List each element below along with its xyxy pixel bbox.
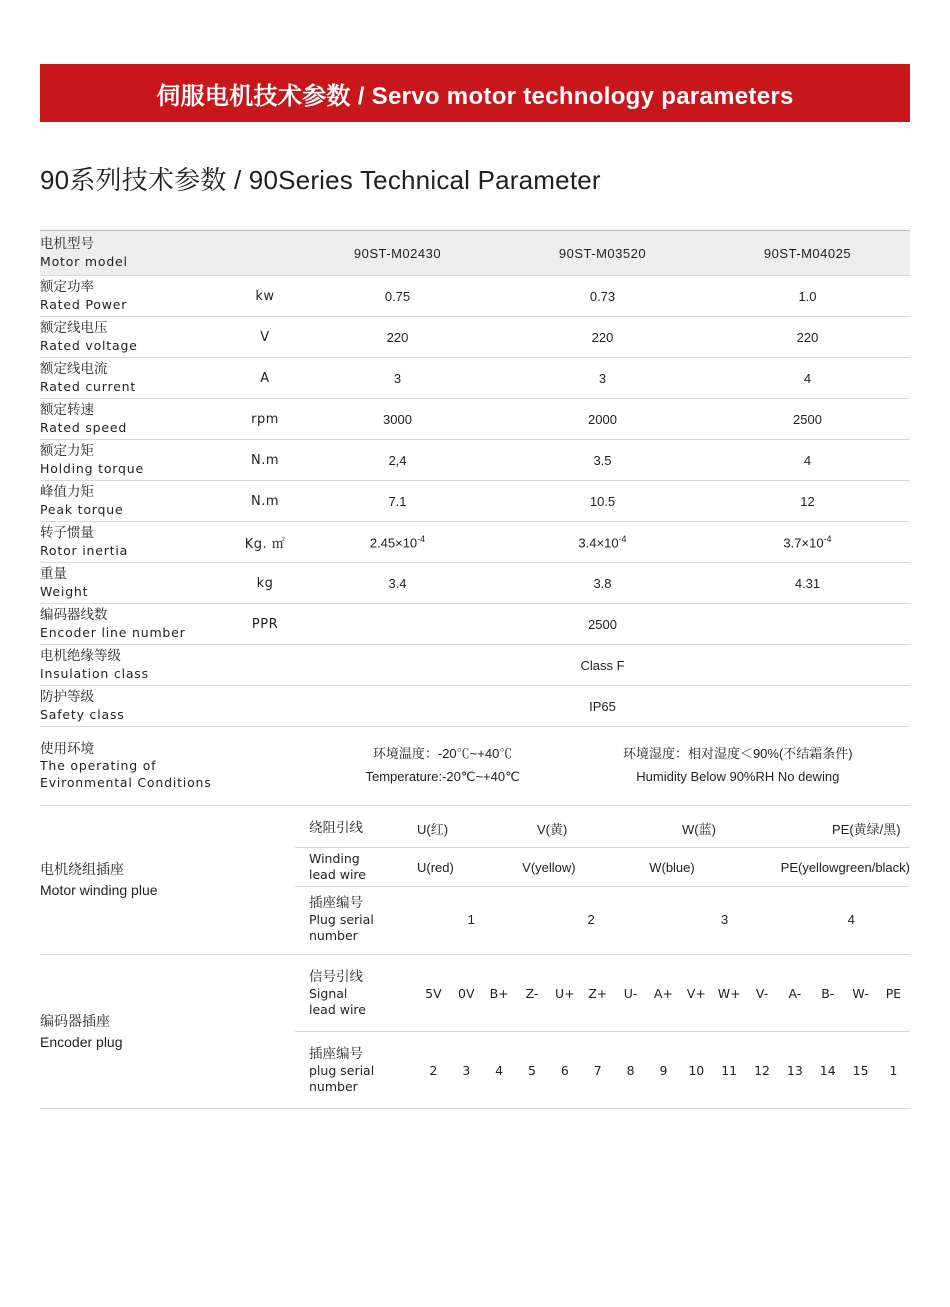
row-value: 4.31 (705, 563, 910, 604)
row-label: 转子惯量 Rotor inertia (40, 522, 235, 563)
signal-name: Z- (525, 985, 539, 1001)
environment-row (40, 727, 910, 806)
row-unit (235, 686, 295, 727)
signal-name: 0V (458, 985, 475, 1001)
encoder-signal-row (295, 955, 910, 1032)
row-label: 额定力矩 Holding torque (40, 440, 235, 481)
row-unit: N.m (235, 440, 295, 481)
row-value: 3.8 (500, 563, 705, 604)
row-label: 额定转速 Rated speed (40, 399, 235, 440)
row-label: 防护等级 Safety class (40, 686, 235, 727)
row-label: 额定功率 Rated Power (40, 276, 235, 317)
row-label: 电机绝缘等级 Insulation class (40, 645, 235, 686)
encoder-signal-label: 信号引线 Signal lead wire (295, 955, 417, 1032)
wire-en: W(blue) (649, 859, 695, 875)
plug-number: 1 (467, 911, 475, 927)
environment-values (295, 727, 910, 806)
plug-number: 4 (495, 1062, 504, 1078)
row-unit: rpm (235, 399, 295, 440)
wire-cn: V(黄) (537, 821, 568, 837)
table-row (40, 440, 910, 481)
exponent: -4 (823, 533, 832, 544)
encoder-plug-numbers (417, 1032, 910, 1109)
row-value: $3.4\times 10^{-4}$ (500, 522, 705, 563)
winding-plug-label: 插座编号 Plug serial number (309, 894, 374, 943)
row-value: 2000 (500, 399, 705, 440)
row-value: 0.73 (500, 276, 705, 317)
row-value: 4 (705, 440, 910, 481)
row-unit: Kg. ㎡ (235, 522, 295, 563)
plug-number: 14 (819, 1062, 836, 1078)
signal-name: B+ (489, 985, 509, 1001)
plug-number: 3 (720, 911, 729, 927)
signal-name: A+ (653, 985, 673, 1001)
header-model-label: 电机型号 Motor model (40, 231, 235, 276)
row-value: $3.7\times 10^{-4}$ (705, 522, 910, 563)
plug-number: 2 (587, 911, 595, 927)
table-row (40, 604, 910, 645)
signal-name: PE (885, 985, 902, 1001)
table-row (40, 563, 910, 604)
signal-name: U+ (555, 985, 575, 1001)
signal-name: V+ (686, 985, 706, 1001)
table-row (40, 686, 910, 727)
row-value: 220 (295, 317, 500, 358)
row-unit: PPR (235, 604, 295, 645)
row-value: 7.1 (295, 481, 500, 522)
encoder-inner-table (295, 955, 910, 1108)
wire-cn: PE(黄绿/黑) (832, 821, 901, 837)
encoder-signal-values (417, 955, 910, 1032)
plug-number: 1 (889, 1062, 898, 1078)
winding-wire-cn-values (417, 809, 910, 848)
winding-detail-cell (295, 806, 910, 955)
row-value: 4 (705, 358, 910, 399)
banner-title: 伺服电机技术参数 / Servo motor technology parameters (156, 82, 794, 110)
page-banner (40, 64, 910, 122)
plug-number: 3 (462, 1062, 471, 1078)
header-model-1: 90ST-M02430 (295, 231, 500, 276)
wire-en: U(red) (417, 859, 454, 875)
environment-temperature: 环境温度：-20℃~+40℃ Temperature:-20℃~+40℃ (365, 746, 520, 784)
row-value: 2,4 (295, 440, 500, 481)
winding-wire-en-row (295, 848, 910, 887)
page-title: 90系列技术参数 / 90Series Technical Parameter (40, 165, 601, 195)
row-unit: A (235, 358, 295, 399)
signal-name: V- (755, 985, 769, 1001)
signal-name: W- (852, 985, 869, 1001)
winding-wire-cn-row (295, 809, 910, 848)
spec-table (40, 230, 910, 1109)
plug-number: 9 (659, 1062, 668, 1078)
table-row (40, 522, 910, 563)
table-row (40, 317, 910, 358)
encoder-label: 编码器插座 Encoder plug (40, 955, 295, 1109)
row-value-merged: IP65 (295, 686, 910, 727)
plug-number: 12 (754, 1062, 770, 1078)
plug-number: 2 (429, 1062, 438, 1078)
row-value: 3 (295, 358, 500, 399)
winding-plug-numbers (417, 887, 910, 952)
plug-number: 7 (593, 1062, 602, 1078)
winding-wire-en-values (417, 848, 910, 887)
row-unit: N.m (235, 481, 295, 522)
row-value: 3000 (295, 399, 500, 440)
header-unit-cell (235, 231, 295, 276)
winding-row (40, 806, 910, 955)
encoder-row (40, 955, 910, 1109)
row-value: 220 (500, 317, 705, 358)
exponent: -4 (618, 533, 627, 544)
environment-humidity: 环境湿度：相对湿度＜90%(不结霜条件) Humidity Below 90%RH No dewing (622, 746, 853, 784)
row-unit (235, 645, 295, 686)
table-row (40, 399, 910, 440)
row-value: 12 (705, 481, 910, 522)
table-row (40, 481, 910, 522)
winding-wire-label-cn: 绕阻引线 (295, 809, 417, 848)
table-row (40, 358, 910, 399)
winding-label: 电机绕组插座 Motor winding plue (40, 806, 295, 955)
encoder-detail-cell (295, 955, 910, 1109)
row-value: 220 (705, 317, 910, 358)
table-row (40, 645, 910, 686)
wire-cn: W(蓝) (682, 821, 716, 837)
winding-plug-row (295, 887, 910, 952)
row-label: 额定线电压 Rated voltage (40, 317, 235, 358)
signal-name: Z+ (588, 985, 608, 1001)
row-value: 3 (500, 358, 705, 399)
exponent: -4 (417, 533, 426, 544)
table-row (40, 276, 910, 317)
spec-table-container (40, 230, 910, 1109)
header-model-2: 90ST-M03520 (500, 231, 705, 276)
plug-number: 4 (847, 911, 855, 927)
wire-en: V(yellow) (522, 859, 576, 875)
row-value: 3.5 (500, 440, 705, 481)
encoder-plug-row (295, 1032, 910, 1109)
plug-number: 6 (560, 1062, 569, 1078)
row-label: 峰值力矩 Peak torque (40, 481, 235, 522)
row-value: 3.4 (295, 563, 500, 604)
header-model-3: 90ST-M04025 (705, 231, 910, 276)
row-value: 1.0 (705, 276, 910, 317)
plug-number: 5 (528, 1062, 536, 1078)
row-unit: V (235, 317, 295, 358)
row-unit: kg (235, 563, 295, 604)
row-value: 2500 (705, 399, 910, 440)
row-value-merged: Class F (295, 645, 910, 686)
wire-en: PE(yellowgreen/black) (780, 859, 910, 875)
plug-number: 10 (688, 1062, 705, 1078)
row-value: $2.45\times 10^{-4}$ (295, 522, 500, 563)
plug-number: 8 (626, 1062, 635, 1078)
winding-inner-table (295, 809, 910, 951)
plug-number: 13 (786, 1062, 803, 1078)
row-unit: kw (235, 276, 295, 317)
winding-wire-label-en: Winding lead wire (295, 848, 417, 887)
row-label: 额定线电流 Rated current (40, 358, 235, 399)
row-label: 重量 Weight (40, 563, 235, 604)
environment-label: 使用环境 The operating of Evironmental Conditions (40, 727, 295, 806)
row-value-merged: 2500 (295, 604, 910, 645)
encoder-plug-label: 插座编号 plug serial number (309, 1045, 375, 1094)
plug-number: 11 (721, 1062, 738, 1078)
row-value: 10.5 (500, 481, 705, 522)
table-header-row (40, 231, 910, 276)
signal-name: U- (623, 985, 638, 1001)
signal-name: W+ (717, 985, 741, 1001)
signal-name: B- (821, 985, 835, 1001)
wire-cn: U(红) (417, 821, 449, 837)
row-label: 编码器线数 Encoder line number (40, 604, 235, 645)
signal-name: 5V (425, 985, 442, 1001)
signal-name: A- (788, 985, 802, 1001)
row-value: 0.75 (295, 276, 500, 317)
plug-number: 15 (852, 1062, 869, 1078)
